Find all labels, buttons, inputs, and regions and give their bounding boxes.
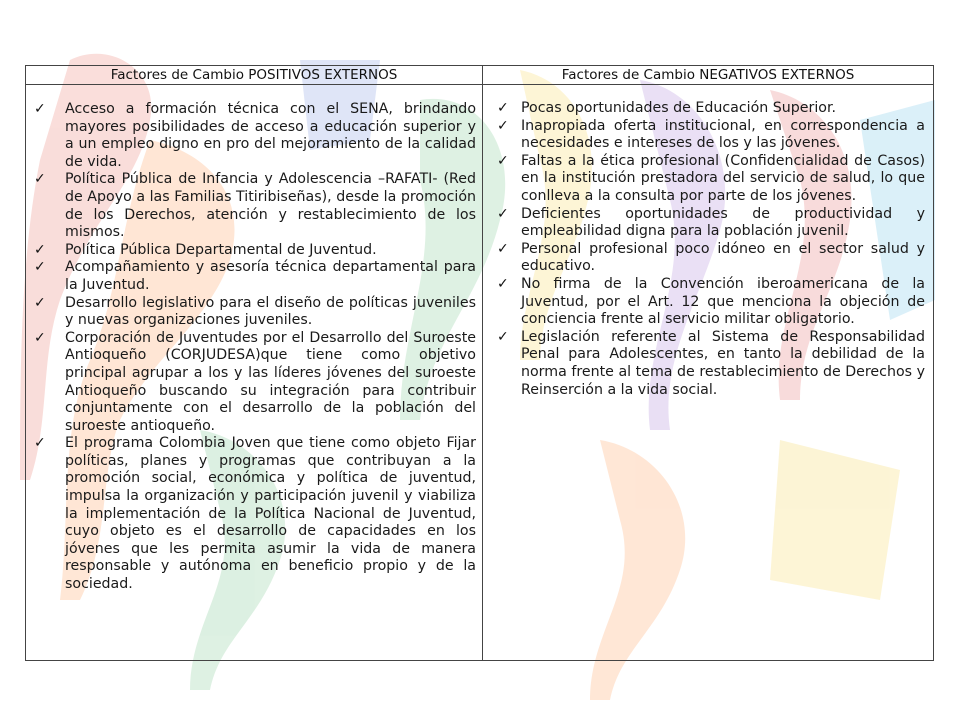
checkmark-icon: ✓	[34, 435, 46, 452]
list-item-text: Política Pública de Infancia y Adolescencia –RAFATI- (Red de Apoyo a las Familias Titiribiseñas), desde la promoción de los Derechos, atención y restablecimiento de los mismos.	[65, 171, 476, 241]
checkmark-icon: ✓	[497, 117, 509, 134]
checkmark-icon: ✓	[497, 275, 509, 292]
factors-table	[25, 65, 934, 661]
list-item	[34, 259, 476, 294]
list-item	[497, 100, 925, 118]
list-item-text: El programa Colombia Joven que tiene como objeto Fijar políticas, planes y programas que contribuyan a la promoción social, económica y política de juventud, impulsa la organización y participación juvenil y viabiliza la implementación de la Política Nacional de Juventud, cuyo objeto es el desarrollo de capacidades en los jóvenes que les permita asumir la vida de manera responsable y autónoma en beneficio propio y de la sociedad.	[65, 435, 476, 593]
checkmark-icon: ✓	[34, 329, 46, 346]
list-item	[34, 435, 476, 593]
list-item	[34, 171, 476, 241]
checkmark-icon: ✓	[34, 241, 46, 258]
list-item	[34, 330, 476, 436]
checkmark-icon: ✓	[497, 100, 509, 116]
header-positive-factors: Factores de Cambio POSITIVOS EXTERNOS	[26, 66, 483, 85]
list-item	[497, 276, 925, 329]
checkmark-icon: ✓	[34, 259, 46, 276]
list-item	[34, 295, 476, 330]
list-item	[497, 206, 925, 241]
list-item-text: Desarrollo legislativo para el diseño de políticas juveniles y nuevas organizaciones juveniles.	[65, 294, 476, 329]
checkmark-icon: ✓	[34, 101, 46, 117]
list-item-text: Acompañamiento y asesoría técnica departamental para la Juventud.	[65, 259, 476, 293]
list-item	[34, 242, 476, 260]
list-item	[497, 118, 925, 153]
list-item-text: Faltas a la ética profesional (Confidencialidad de Casos) en la institución prestadora del servicio de salud, lo que conlleva a la consulta por parte de los jóvenes.	[521, 152, 925, 204]
list-item-text: Inapropiada oferta institucional, en correspondencia a necesidades e intereses de los y las jóvenes.	[521, 117, 925, 152]
list-item-text: Corporación de Juventudes por el Desarrollo del Suroeste Antioqueño (CORJUDESA)que tiene como objetivo principal agrupar a los y las líderes jóvenes del suroeste Antioqueño buscando su integración para contribuir conjuntamente con el desarrollo de la población del suroeste antioqueño.	[65, 329, 476, 434]
positive-factors-column	[26, 85, 483, 660]
list-item-text: Personal profesional poco idóneo en el sector salud y educativo.	[521, 240, 925, 275]
list-item-text: Política Pública Departamental de Juventud.	[65, 241, 377, 258]
list-item-text: Legislación referente al Sistema de Responsabilidad Penal para Adolescentes, en tanto la debilidad de la norma frente al tema de restablecimiento de Derechos y Reinserción a la vida social.	[521, 328, 925, 398]
list-item-text: Deficientes oportunidades de productividad y empleabilidad digna para la población juvenil.	[521, 205, 925, 240]
list-item-text: No firma de la Convención iberoamericana de la Juventud, por el Art. 12 que menciona la objeción de conciencia frente al servicio militar obligatorio.	[521, 275, 925, 328]
positive-factors-list	[34, 101, 476, 594]
checkmark-icon: ✓	[497, 152, 509, 169]
negative-factors-column	[483, 85, 933, 660]
list-item	[497, 329, 925, 399]
negative-factors-list	[497, 100, 925, 399]
checkmark-icon: ✓	[497, 328, 509, 345]
checkmark-icon: ✓	[497, 205, 509, 222]
list-item	[497, 153, 925, 206]
checkmark-icon: ✓	[497, 240, 509, 257]
checkmark-icon: ✓	[34, 294, 46, 311]
checkmark-icon: ✓	[34, 171, 46, 188]
list-item-text: Acceso a formación técnica con el SENA, brindando mayores posibilidades de acceso a educación superior y a un empleo digno en pro del mejoramiento de la calidad de vida.	[65, 101, 476, 170]
list-item-text: Pocas oportunidades de Educación Superior.	[521, 100, 836, 116]
header-negative-factors: Factores de Cambio NEGATIVOS EXTERNOS	[483, 66, 933, 85]
list-item	[497, 241, 925, 276]
list-item	[34, 101, 476, 171]
